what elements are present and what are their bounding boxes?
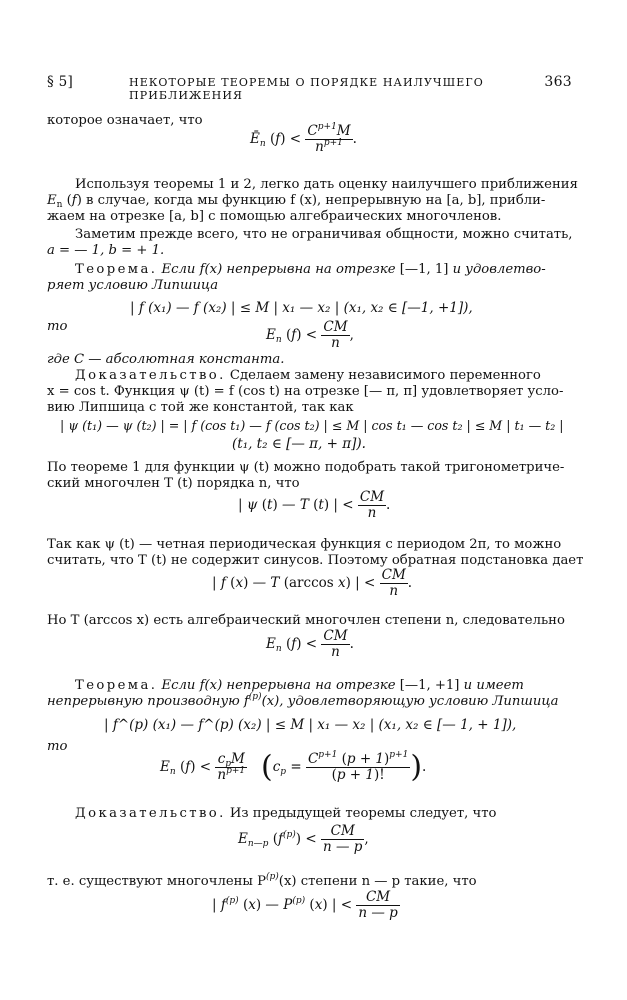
text-line: непрерывную производную $f^{(p)}(x)$, удовлетворяющую условию Липшица — [47, 692, 559, 709]
formula-6: | f (x) — T (arccos x) | < $\frac{CM}{n}$ . — [212, 567, 413, 599]
text-line: то — [47, 319, 68, 334]
text-line: $E_n$ (f) в случае, когда мы функцию f (x), непрерывную на [a, b], прибли- — [47, 193, 546, 210]
text-line: x = cos t. Функция ψ (t) = f (cos t) на отрезке [— π, π] удовлетворяет усло- — [47, 384, 564, 399]
proof-1-line: Доказательство. Сделаем замену независимого переменного — [75, 368, 541, 383]
formula-4b: (t₁, t₂ ∈ [— π, + π]). — [232, 436, 366, 452]
proof-label: Доказательство. — [75, 806, 226, 821]
text-line: вию Липшица с той же константой, так как — [47, 400, 354, 415]
text-line: Так как ψ (t) — четная периодическая функция с периодом 2π, то можно — [47, 537, 562, 552]
running-title: НЕКОТОРЫЕ ТЕОРЕМЫ О ПОРЯДКЕ НАИЛУЧШЕГО ПРИБЛИЖЕНИЯ — [129, 76, 484, 102]
page-number: 363 — [544, 74, 572, 90]
formula-8: | f^(p) (x₁) — f^(p) (x₂) | ≤ M | x₁ — x₂ | (x₁, x₂ ∈ [— 1, + 1]), — [104, 717, 517, 733]
formula-10: $E_{n—p}$ $(f^{(p)})$ < $\frac{CM}{n — p}$ , — [238, 823, 369, 855]
text-line: Используя теоремы 1 и 2, легко дать оценку наилучшего приближения — [75, 177, 578, 192]
text-line: Заметим прежде всего, что не ограничивая общности, можно считать, — [75, 227, 573, 242]
text-line: считать, что T (t) не содержит синусов. Поэтому обратная подстановка дает — [47, 553, 584, 568]
text-line: то — [47, 739, 68, 754]
text-line: a = — 1, b = + 1. — [47, 243, 165, 258]
text-fragment: в случае, когда мы функцию f (x), непрерывную на [a, b], прибли- — [86, 193, 546, 208]
formula-7: $E_n$ (f) < $\frac{CM}{n}$ . — [266, 628, 354, 660]
proof-2-line: Доказательство. Из предыдущей теоремы следует, что — [75, 806, 497, 821]
running-header — [47, 74, 572, 102]
formula-11: | $f^{(p)}$ (x) — $P^{(p)}$ (x) | < $\frac{CM}{n — p}$ — [212, 889, 398, 921]
text-line: ский многочлен T (t) порядка n, что — [47, 476, 300, 491]
text-line: которое означает, что — [47, 113, 203, 128]
theorem-2-line: Теорема. Если f(x) непрерывна на отрезке [—1, +1] и имеет — [75, 678, 524, 693]
formula-9: $E_n$ (f) < $\frac{c_pM}{n^{p+1}}$ ($c_p$ = $\frac{C^{p+1} (p + 1)^{p+1}}{(p + 1)!}$ ). — [160, 749, 427, 785]
text-line: Но T (arccos x) есть алгебраический многочлен степени n, следовательно — [47, 613, 565, 628]
text-line: жаем на отрезке [a, b] с помощью алгебраических многочленов. — [47, 209, 502, 224]
text-line: где C — абсолютная константа. — [47, 352, 285, 367]
proof-label: Доказательство. — [75, 368, 226, 383]
text-line: т. е. существуют многочлены $P^{(p)}(x)$ степени n — p такие, что — [47, 872, 477, 889]
theorem-1-line: Теорема. Если f(x) непрерывна на отрезке [—1, 1] и удовлетво- — [75, 262, 546, 277]
text-line: ряет условию Липшица — [47, 278, 219, 293]
text-line: По теореме 1 для функции ψ (t) можно подобрать такой тригонометриче- — [47, 460, 565, 475]
theorem-label: Теорема. — [75, 262, 158, 277]
formula-5: | ψ (t) — T (t) | < $\frac{CM}{n}$ . — [238, 489, 391, 521]
formula-4: | ψ (t₁) — ψ (t₂) | = | f (cos t₁) — f (cos t₂) | ≤ M | cos t₁ — cos t₂ | ≤ M | t₁ — t₂ | — [60, 418, 564, 433]
formula-2: | f (x₁) — f (x₂) | ≤ M | x₁ — x₂ | (x₁, x₂ ∈ [—1, +1]), — [130, 300, 473, 316]
theorem-label: Теорема. — [75, 678, 158, 693]
section-marker: § 5] — [47, 74, 74, 90]
formula-1: $Ē_n$ (f) < $\frac{C^{p+1}M}{n^{p+1}}$ . — [250, 122, 357, 155]
formula-3: $E_n$ (f) < $\frac{CM}{n}$ , — [266, 319, 354, 351]
